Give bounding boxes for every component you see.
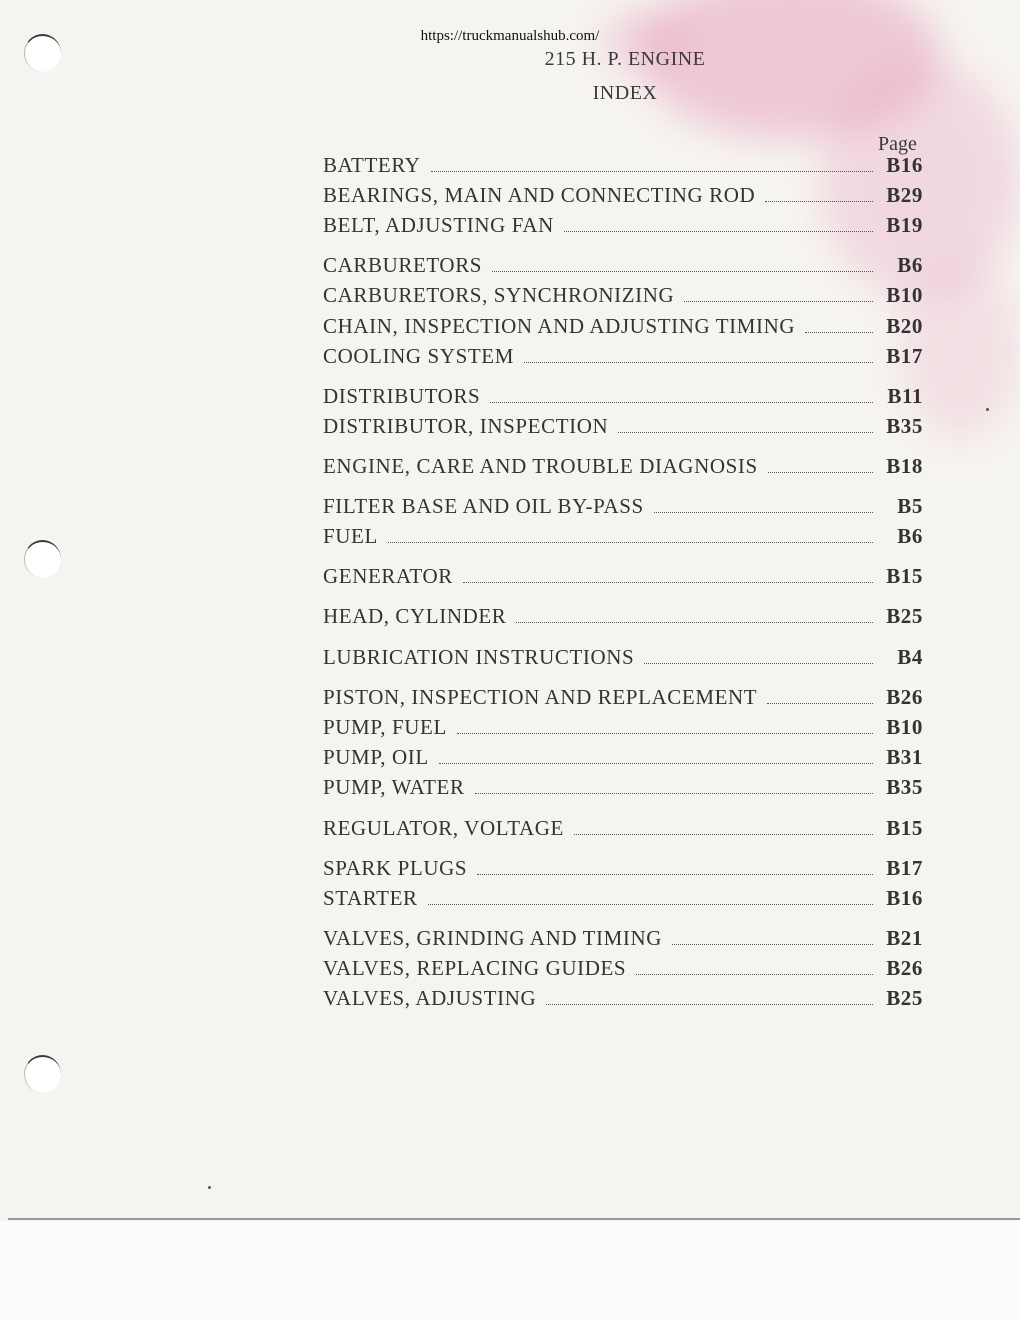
index-entry-label: VALVES, REPLACING GUIDES	[323, 956, 627, 980]
index-entry-page: B35	[886, 775, 923, 799]
dot-leader	[388, 528, 873, 543]
index-entry-label: COOLING SYSTEM	[323, 344, 514, 368]
index-entry[interactable]	[323, 715, 923, 745]
dot-leader	[768, 458, 873, 473]
index-entry[interactable]	[323, 926, 923, 956]
dot-leader	[475, 779, 873, 794]
index-entry-label: LUBRICATION INSTRUCTIONS	[323, 645, 635, 669]
index-entry-page: B5	[897, 494, 923, 518]
index-entry-label: HEAD, CYLINDER	[323, 604, 507, 628]
index-entry-page: B15	[886, 816, 923, 840]
index-entry-page: B6	[897, 524, 923, 548]
index-entry-page: B18	[886, 454, 923, 478]
index-entry-page: B35	[886, 414, 923, 438]
index-entry-label: CARBURETORS	[323, 253, 483, 277]
dot-leader	[618, 418, 873, 433]
index-entry[interactable]	[323, 816, 923, 846]
index-entry[interactable]	[323, 524, 923, 554]
binder-hole	[24, 1055, 61, 1093]
dot-leader	[767, 689, 873, 704]
index-entry-label: ENGINE, CARE AND TROUBLE DIAGNOSIS	[323, 454, 758, 478]
index-entry-page: B11	[887, 384, 923, 408]
document-subtitle: INDEX	[592, 82, 658, 104]
index-entry[interactable]	[323, 344, 923, 374]
index-entry-label: CHAIN, INSPECTION AND ADJUSTING TIMING	[323, 314, 796, 338]
dot-leader	[477, 860, 873, 875]
index-entry[interactable]	[323, 414, 923, 444]
index-entry[interactable]	[323, 986, 923, 1016]
dot-leader	[564, 217, 873, 232]
index-entry-label: BATTERY	[323, 153, 421, 177]
index-entry-page: B16	[886, 153, 923, 177]
dot-leader	[490, 388, 873, 403]
dot-leader	[439, 749, 873, 764]
index-entry[interactable]	[323, 775, 923, 805]
index-entry[interactable]	[323, 685, 923, 715]
dot-leader	[463, 568, 873, 583]
index-entry-label: PUMP, WATER	[323, 775, 465, 799]
index-entry[interactable]	[323, 745, 923, 775]
index-entry[interactable]	[323, 454, 923, 484]
index-entry-label: SPARK PLUGS	[323, 856, 468, 880]
dot-leader	[524, 348, 873, 363]
index-entry-page: B29	[886, 183, 923, 207]
dot-leader	[644, 649, 873, 664]
index-entry-label: PUMP, FUEL	[323, 715, 447, 739]
paper-speck	[208, 1186, 211, 1189]
dot-leader	[684, 287, 873, 302]
index-entry[interactable]	[323, 213, 923, 243]
index-entry-label: DISTRIBUTORS	[323, 384, 481, 408]
dot-leader	[765, 187, 873, 202]
index-entry-page: B19	[886, 213, 923, 237]
index-entry[interactable]	[323, 253, 923, 283]
paper-bottom-edge	[8, 1218, 1020, 1220]
dot-leader	[431, 157, 873, 172]
index-entry-label: BELT, ADJUSTING FAN	[323, 213, 554, 237]
index-entry-label: DISTRIBUTOR, INSPECTION	[323, 414, 609, 438]
index-entry[interactable]	[323, 153, 923, 183]
dot-leader	[574, 820, 873, 835]
index-entry-page: B17	[886, 344, 923, 368]
index-entry[interactable]	[323, 183, 923, 213]
index-entry[interactable]	[323, 564, 923, 594]
index-entry-page: B20	[886, 314, 923, 338]
index-entry-page: B21	[886, 926, 923, 950]
index-entry-label: VALVES, ADJUSTING	[323, 986, 537, 1010]
index-entry-page: B16	[886, 886, 923, 910]
index-entry-label: STARTER	[323, 886, 418, 910]
dot-leader	[805, 318, 873, 333]
index-entry-page: B6	[897, 253, 923, 277]
dot-leader	[672, 930, 873, 945]
index-entry-label: VALVES, GRINDING AND TIMING	[323, 926, 662, 950]
index-entry-label: GENERATOR	[323, 564, 453, 588]
index-entry-label: BEARINGS, MAIN AND CONNECTING ROD	[323, 183, 756, 207]
source-url[interactable]: https://truckmanualshub.com/	[420, 28, 600, 44]
index-entry-page: B4	[897, 645, 923, 669]
index-entry-label: PISTON, INSPECTION AND REPLACEMENT	[323, 685, 758, 709]
index-entry[interactable]	[323, 283, 923, 313]
index-entry-label: CARBURETORS, SYNCHRONIZING	[323, 283, 675, 307]
index-entry-page: B15	[886, 564, 923, 588]
index-entry-page: B10	[886, 283, 923, 307]
dot-leader	[428, 890, 873, 905]
index-entry[interactable]	[323, 956, 923, 986]
index-entry-page: B25	[886, 604, 923, 628]
dot-leader	[654, 498, 873, 513]
binder-hole	[24, 540, 61, 578]
index-entry-label: REGULATOR, VOLTAGE	[323, 816, 564, 840]
index-entry-page: B17	[886, 856, 923, 880]
index-entry-label: FILTER BASE AND OIL BY-PASS	[323, 494, 644, 518]
index-entry[interactable]	[323, 494, 923, 524]
index-entry-page: B25	[886, 986, 923, 1010]
dot-leader	[516, 608, 873, 623]
index-entry-page: B31	[886, 745, 923, 769]
index-entry[interactable]	[323, 886, 923, 916]
index-entry[interactable]	[323, 645, 923, 675]
dot-leader	[636, 960, 873, 975]
index-entry[interactable]	[323, 856, 923, 886]
dot-leader	[457, 719, 873, 734]
index-entry-page: B26	[886, 685, 923, 709]
paper-speck	[986, 408, 989, 411]
page-column-label: Page	[878, 133, 917, 155]
scan-background	[0, 1221, 1020, 1320]
index-entry[interactable]	[323, 384, 923, 414]
index-entry-label: FUEL	[323, 524, 378, 548]
dot-leader	[546, 990, 873, 1005]
index-entry[interactable]	[323, 604, 923, 634]
document-title: 215 H. P. ENGINE	[544, 48, 706, 70]
index-entry-page: B26	[886, 956, 923, 980]
index-entry-label: PUMP, OIL	[323, 745, 429, 769]
dot-leader	[492, 257, 873, 272]
index-entry-page: B10	[886, 715, 923, 739]
index-entry[interactable]	[323, 314, 923, 344]
